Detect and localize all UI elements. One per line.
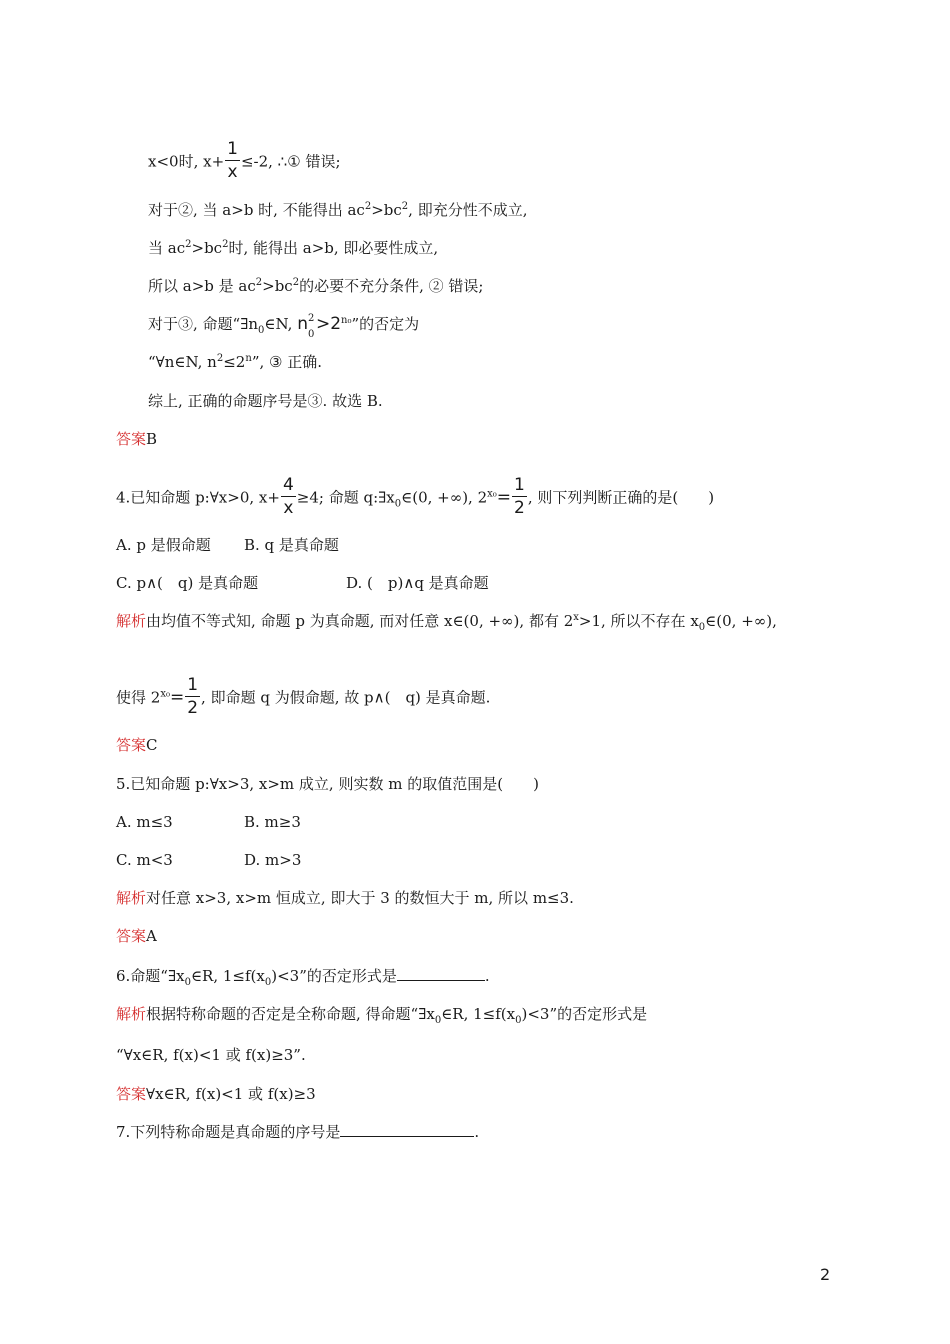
solution-line-1: x<0时, x+ $\frac{1}{x}$ ≤-2, ∴① 错误; (148, 139, 341, 182)
solution-6-line-1: 解析根据特称命题的否定是全称命题, 得命题“$\exists x_0\in R$, $1\le f(x_0)<3$”的否定形式是 (116, 1005, 648, 1026)
option-4b: B. q 是真命题 (244, 536, 339, 554)
fraction-1-over-2: $\frac{1}{2}$ (187, 675, 199, 718)
question-5-stem: 5.已知命题 p:∀x>3, x>m 成立, 则实数 m 的取值范围是( ) (116, 775, 539, 793)
solution-line-5: 对于③, 命题“$\exists n_0\in N$, n 2 0 $>2^{n_0}$”的否定为 (148, 313, 420, 340)
option-5d: D. m>3 (244, 851, 302, 869)
solution-4-line-2: 使得 $2^{x_0}=$ $\frac{1}{2}$ , 即命题 q 为假命题, 故 p∧( q) 是真命题. (116, 675, 491, 718)
solution-6-line-2: “∀x∈R, f(x)<1 或 f(x)≥3”. (116, 1046, 306, 1064)
question-6-stem: 6.命题“$\exists x_0\in R$, $1\le f(x_0)<3$”的否定形式是 . (116, 967, 490, 988)
option-4d: D. ( p)∧q 是真命题 (346, 574, 489, 592)
solution-5: 解析对任意 x>3, x>m 恒成立, 即大于 3 的数恒大于 m, 所以 m≤3. (116, 889, 574, 907)
fraction-1-over-x: $\frac{1}{x}$ (227, 139, 238, 182)
solution-line-4: 所以 a>b 是 $ac^2>bc^2$的必要不充分条件, ② 错误; (148, 277, 484, 295)
fraction-4-over-x: $\frac{4}{x}$ (282, 475, 294, 518)
answer-4: 答案C (116, 736, 158, 754)
answer-blank[interactable] (340, 1122, 474, 1137)
solution-line-3: 当 $ac^2>bc^2$时, 能得出 a>b, 即必要性成立, (148, 239, 439, 257)
question-7-stem: 7.下列特称命题是真命题的序号是 . (116, 1123, 480, 1141)
option-5c: C. m<3 (116, 851, 173, 869)
answer-6: 答案∀x∈R, f(x)<1 或 f(x)≥3 (116, 1085, 316, 1103)
answer-label: 答案 (116, 927, 147, 945)
answer-5: 答案A (116, 927, 157, 945)
option-4a: A. p 是假命题 (116, 536, 211, 554)
answer-label: 答案 (116, 736, 147, 754)
option-5b: B. m≥3 (244, 813, 301, 831)
solution-4-line-1: 解析由均值不等式知, 命题 p 为真命题, 而对任意 x∈(0, +∞), 都有 $2^x>1$, 所以不存在 $x_0\in(0$, +∞), (116, 612, 777, 633)
solution-label: 解析 (116, 1005, 147, 1023)
option-5a: A. m≤3 (116, 813, 173, 831)
question-4-stem: 4.已知命题 p:∀x>0, x+ $\frac{4}{x}$ ≥4; 命题 $q:\exists x_0\in(0$, +∞), $2^{x_0}=$ $\frac{1}{2}$ , 则下列判断正确的是( ) (116, 475, 715, 518)
answer-3: 答案B (116, 430, 158, 448)
answer-label: 答案 (116, 1085, 147, 1103)
solution-label: 解析 (116, 889, 147, 907)
solution-line-6: “∀n∈N, $n^2\le 2^n$”, ③ 正确. (148, 353, 323, 371)
solution-line-2: 对于②, 当 a>b 时, 不能得出 $ac^2>bc^2$, 即充分性不成立, (148, 201, 528, 219)
fraction-1-over-2: $\frac{1}{2}$ (514, 475, 525, 518)
page-number: 2 (820, 1265, 831, 1284)
option-4c: C. p∧( q) 是真命题 (116, 574, 259, 592)
solution-line-7: 综上, 正确的命题序号是③. 故选 B. (148, 392, 383, 410)
solution-label: 解析 (116, 612, 147, 630)
answer-label: 答案 (116, 430, 147, 448)
answer-blank[interactable] (397, 966, 485, 981)
